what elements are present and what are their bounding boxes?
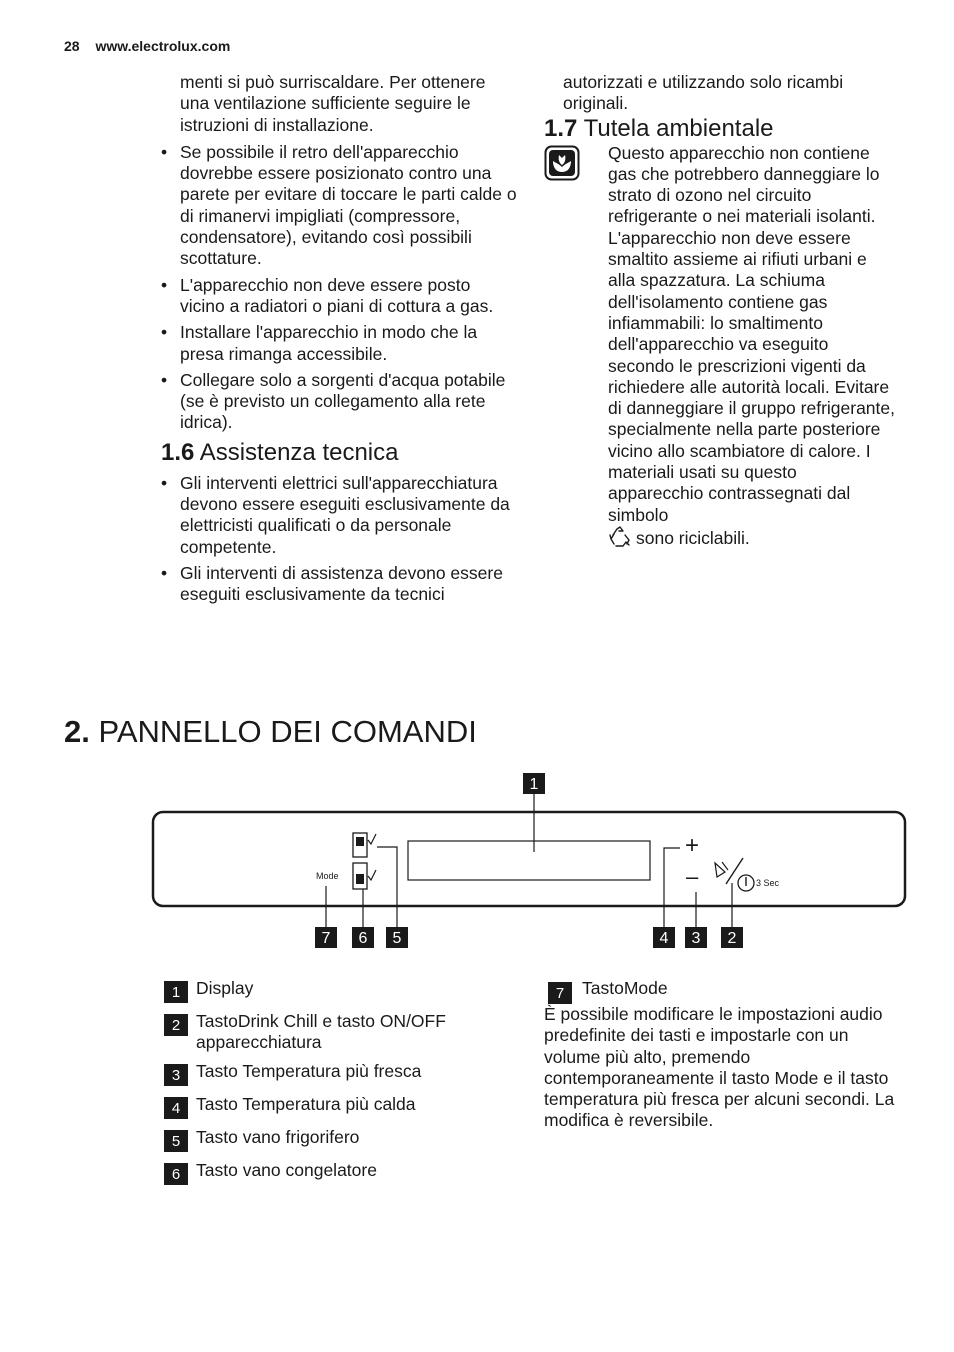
legend-item xyxy=(548,978,896,1004)
legend-item xyxy=(164,978,524,1003)
svg-text:2: 2 xyxy=(727,930,737,947)
page-header xyxy=(64,38,230,54)
control-panel-diagram xyxy=(150,770,910,955)
svg-text:7: 7 xyxy=(321,930,331,947)
legend-item xyxy=(164,1011,524,1053)
svg-text:3: 3 xyxy=(691,930,701,947)
left-column xyxy=(161,72,517,611)
section-heading-tutela xyxy=(544,115,896,143)
bullet-item: • Installare l'apparecchio in modo che la presa rimanga accessibile. xyxy=(161,322,517,365)
svg-text:5: 5 xyxy=(392,930,402,947)
legend-label: Tasto vano congelatore xyxy=(196,1160,377,1180)
callout-3 xyxy=(685,927,707,948)
svg-text:6: 6 xyxy=(358,930,368,947)
legend-item xyxy=(164,1127,524,1152)
legend-label: Display xyxy=(196,978,254,998)
website-link[interactable]: www.electrolux.com xyxy=(95,38,231,54)
minus-button-icon[interactable]: – xyxy=(686,864,699,889)
bullet-item: • Collegare solo a sorgenti d'acqua potabile (se è previsto un collegamento alla rete idrica). xyxy=(161,370,517,434)
callout-4 xyxy=(653,927,675,948)
section-number: 1.7 xyxy=(544,114,578,142)
svg-text:1: 1 xyxy=(529,776,539,793)
legend-label: Tasto Temperatura più fresca xyxy=(196,1061,422,1081)
legend-label: Tasto vano frigorifero xyxy=(196,1127,360,1147)
legend-number: 1 xyxy=(164,981,188,1003)
bullet-item: • Se possibile il retro dell'apparecchio dovrebbe essere posizionato contro una parete per evitare di toccare le parti calde o di rimanervi impigliati (compressore, condensatore), evitando così possibili scottature. xyxy=(161,142,517,270)
display-window xyxy=(408,841,650,880)
bullet-item: • Gli interventi di assistenza devono essere eseguiti esclusivamente da tecnici xyxy=(161,563,517,606)
bullet-item: • Gli interventi elettrici sull'apparecchiatura devono essere eseguiti esclusivamente da elettricisti qualificati o da personale competente. xyxy=(161,473,517,558)
assistenza-bullets xyxy=(161,473,517,606)
section-title: Tutela ambientale xyxy=(583,114,774,142)
continued-paragraph: menti si può surriscaldare. Per ottenere una ventilazione sufficiente seguire le istruzioni di installazione. xyxy=(180,72,486,135)
callout-7 xyxy=(315,927,337,948)
legend-label: TastoMode xyxy=(582,978,668,998)
legend-item xyxy=(164,1061,524,1086)
environment-note xyxy=(544,143,896,550)
legend-number: 2 xyxy=(164,1014,188,1036)
environment-flower-icon xyxy=(544,145,580,181)
section-number: 1.6 xyxy=(161,438,195,466)
plus-button-icon[interactable]: + xyxy=(685,832,700,859)
legend-number: 5 xyxy=(164,1130,188,1152)
recycle-icon xyxy=(608,526,632,548)
legend-number: 3 xyxy=(164,1064,188,1086)
right-column xyxy=(544,72,896,549)
continued-paragraph: autorizzati e utilizzando solo ricambi originali. xyxy=(563,72,844,114)
callout-2 xyxy=(721,927,743,948)
sec-label: 3 Sec xyxy=(756,878,780,888)
legend-number: 7 xyxy=(548,982,572,1004)
section-heading-assistenza xyxy=(161,439,517,467)
legend-number: 4 xyxy=(164,1097,188,1119)
mode-label: Mode xyxy=(316,871,339,881)
legend-item xyxy=(164,1160,524,1185)
environment-text-end: sono riciclabili. xyxy=(636,527,750,548)
safety-bullets xyxy=(161,142,517,434)
legend-list xyxy=(164,978,524,1193)
environment-text: Questo apparecchio non contiene gas che potrebbero danneggiare lo strato di ozono nel circuito refrigerante o nei materiali isolanti. L'apparecchio non deve essere smaltito assieme ai rifiuti urbani e alla spazzatura. La schiuma dell'isolamento contiene gas infiammabili: lo smaltimento dell'apparecchio va eseguito secondo le prescrizioni vigenti da richiedere alle autorità locali. Evitare di danneggiare il gruppo refrigerante, specialmente nella parte posteriore vicino allo scambiatore di calore. I materiali usati su questo apparecchio contrassegnati dal simbolo xyxy=(608,142,895,525)
chapter-number: 2. xyxy=(64,714,90,749)
callout-6 xyxy=(352,927,374,948)
legend-number: 6 xyxy=(164,1163,188,1185)
mode-description: È possibile modificare le impostazioni audio predefinite dei tasti e impostarle con un volume più alto, premendo contemporaneamente il tasto Mode e il tasto temperatura più fresca per alcuni secondi. La modifica è reversibile. xyxy=(544,1004,895,1131)
bullet-item: • L'apparecchio non deve essere posto vicino a radiatori o piani di cottura a gas. xyxy=(161,275,517,318)
legend-item xyxy=(164,1094,524,1119)
legend-label: Tasto Temperatura più calda xyxy=(196,1094,416,1114)
chapter-title: PANNELLO DEI COMANDI xyxy=(98,714,477,749)
chapter-heading xyxy=(64,712,477,752)
svg-text:4: 4 xyxy=(659,930,669,947)
section-title: Assistenza tecnica xyxy=(199,438,399,466)
callout-1 xyxy=(523,773,545,794)
callout-5 xyxy=(386,927,408,948)
page-number: 28 xyxy=(64,38,80,54)
legend-mode-note xyxy=(544,978,896,1132)
legend-label: TastoDrink Chill e tasto ON/OFF apparecchiatura xyxy=(196,1011,446,1052)
